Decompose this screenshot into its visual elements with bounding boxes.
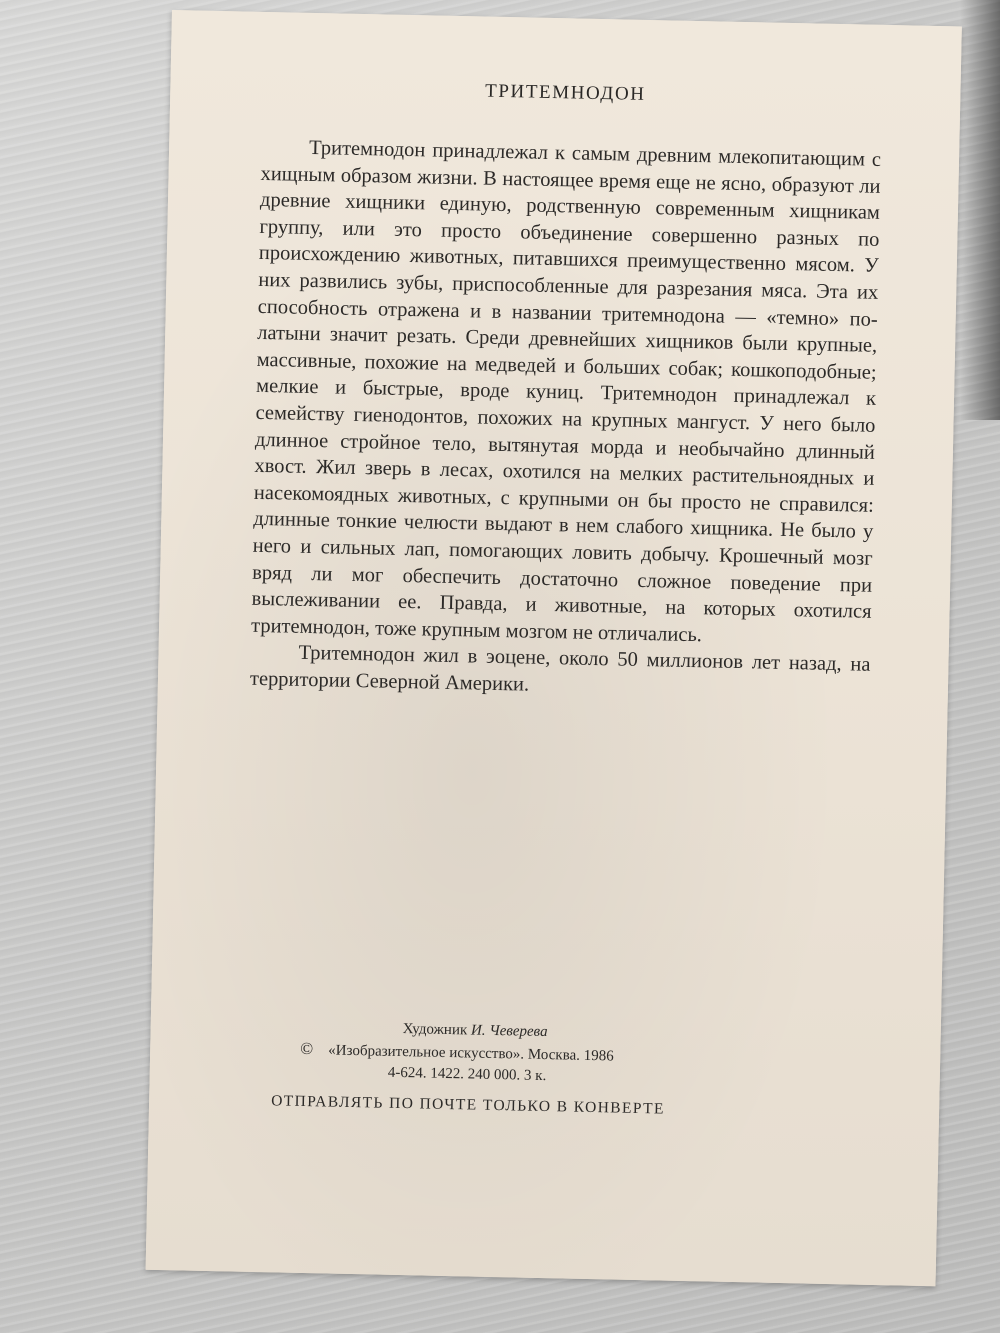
card-title: ТРИТЕМНОДОН bbox=[484, 80, 646, 105]
publisher-name: «Изобразительное искусство». Москва. 1986 bbox=[328, 1042, 614, 1065]
table-background-edge bbox=[960, 0, 1000, 420]
credits-block bbox=[300, 1017, 761, 1092]
paragraph-2: Тритемнодон жил в эоцене, около 50 миллионов лет назад, на территории Северной Америки. bbox=[249, 642, 871, 696]
print-code: 4-624. 1422. 240 000. 3 к. bbox=[387, 1064, 547, 1085]
artist-label: Художник bbox=[402, 1021, 468, 1039]
mailing-instruction: ОТПРАВЛЯТЬ ПО ПОЧТЕ ТОЛЬКО В КОНВЕРТЕ bbox=[270, 1092, 665, 1118]
postcard-back bbox=[146, 10, 962, 1286]
description-text bbox=[250, 134, 882, 705]
copyright-icon: © bbox=[300, 1038, 314, 1059]
paragraph-1: Тритемнодон принадлежал к самым древним млекопитающим с хищным образом жизни. В настоящее время еще не ясно, образуют ли древние хищники единую, родственную современным хищникам группу, или это просто объединение совершенно разных по происхождению животных, питавшихся преимущественно мясом. У них развились зубы, приспособленные для разрезания мяса. Эта их способность отражена и в названии тритемнодона — «темно» по-латыни значит резать. Среди древнейших хищников были крупные, массивные, похожие на медведей и больших собак; кошкоподобные; мелкие и быстрые, вроде куниц. Тритемнодон принадлежал к семейству гиенодонтов, похожих на крупных мангуст. У него было длинное стройное тело, вытянутая морда и необычайно длинный хвост. Жил зверь в лесах, охотился на мелких растительноядных и насекомоядных животных, с крупными он бы просто не справился: длинные тонкие челюсти выдают в нем слабого хищника. Не было у него и сильных лап, помогающих ловить добычу. Крошечный мозг вряд ли мог обеспечить достаточно сложное поведение при выслеживании ее. Правда, и животные, на которых охотился тритемнодон, тоже крупным мозгом не отличались. bbox=[250, 136, 882, 646]
artist-name: И. Чеверева bbox=[470, 1022, 548, 1041]
